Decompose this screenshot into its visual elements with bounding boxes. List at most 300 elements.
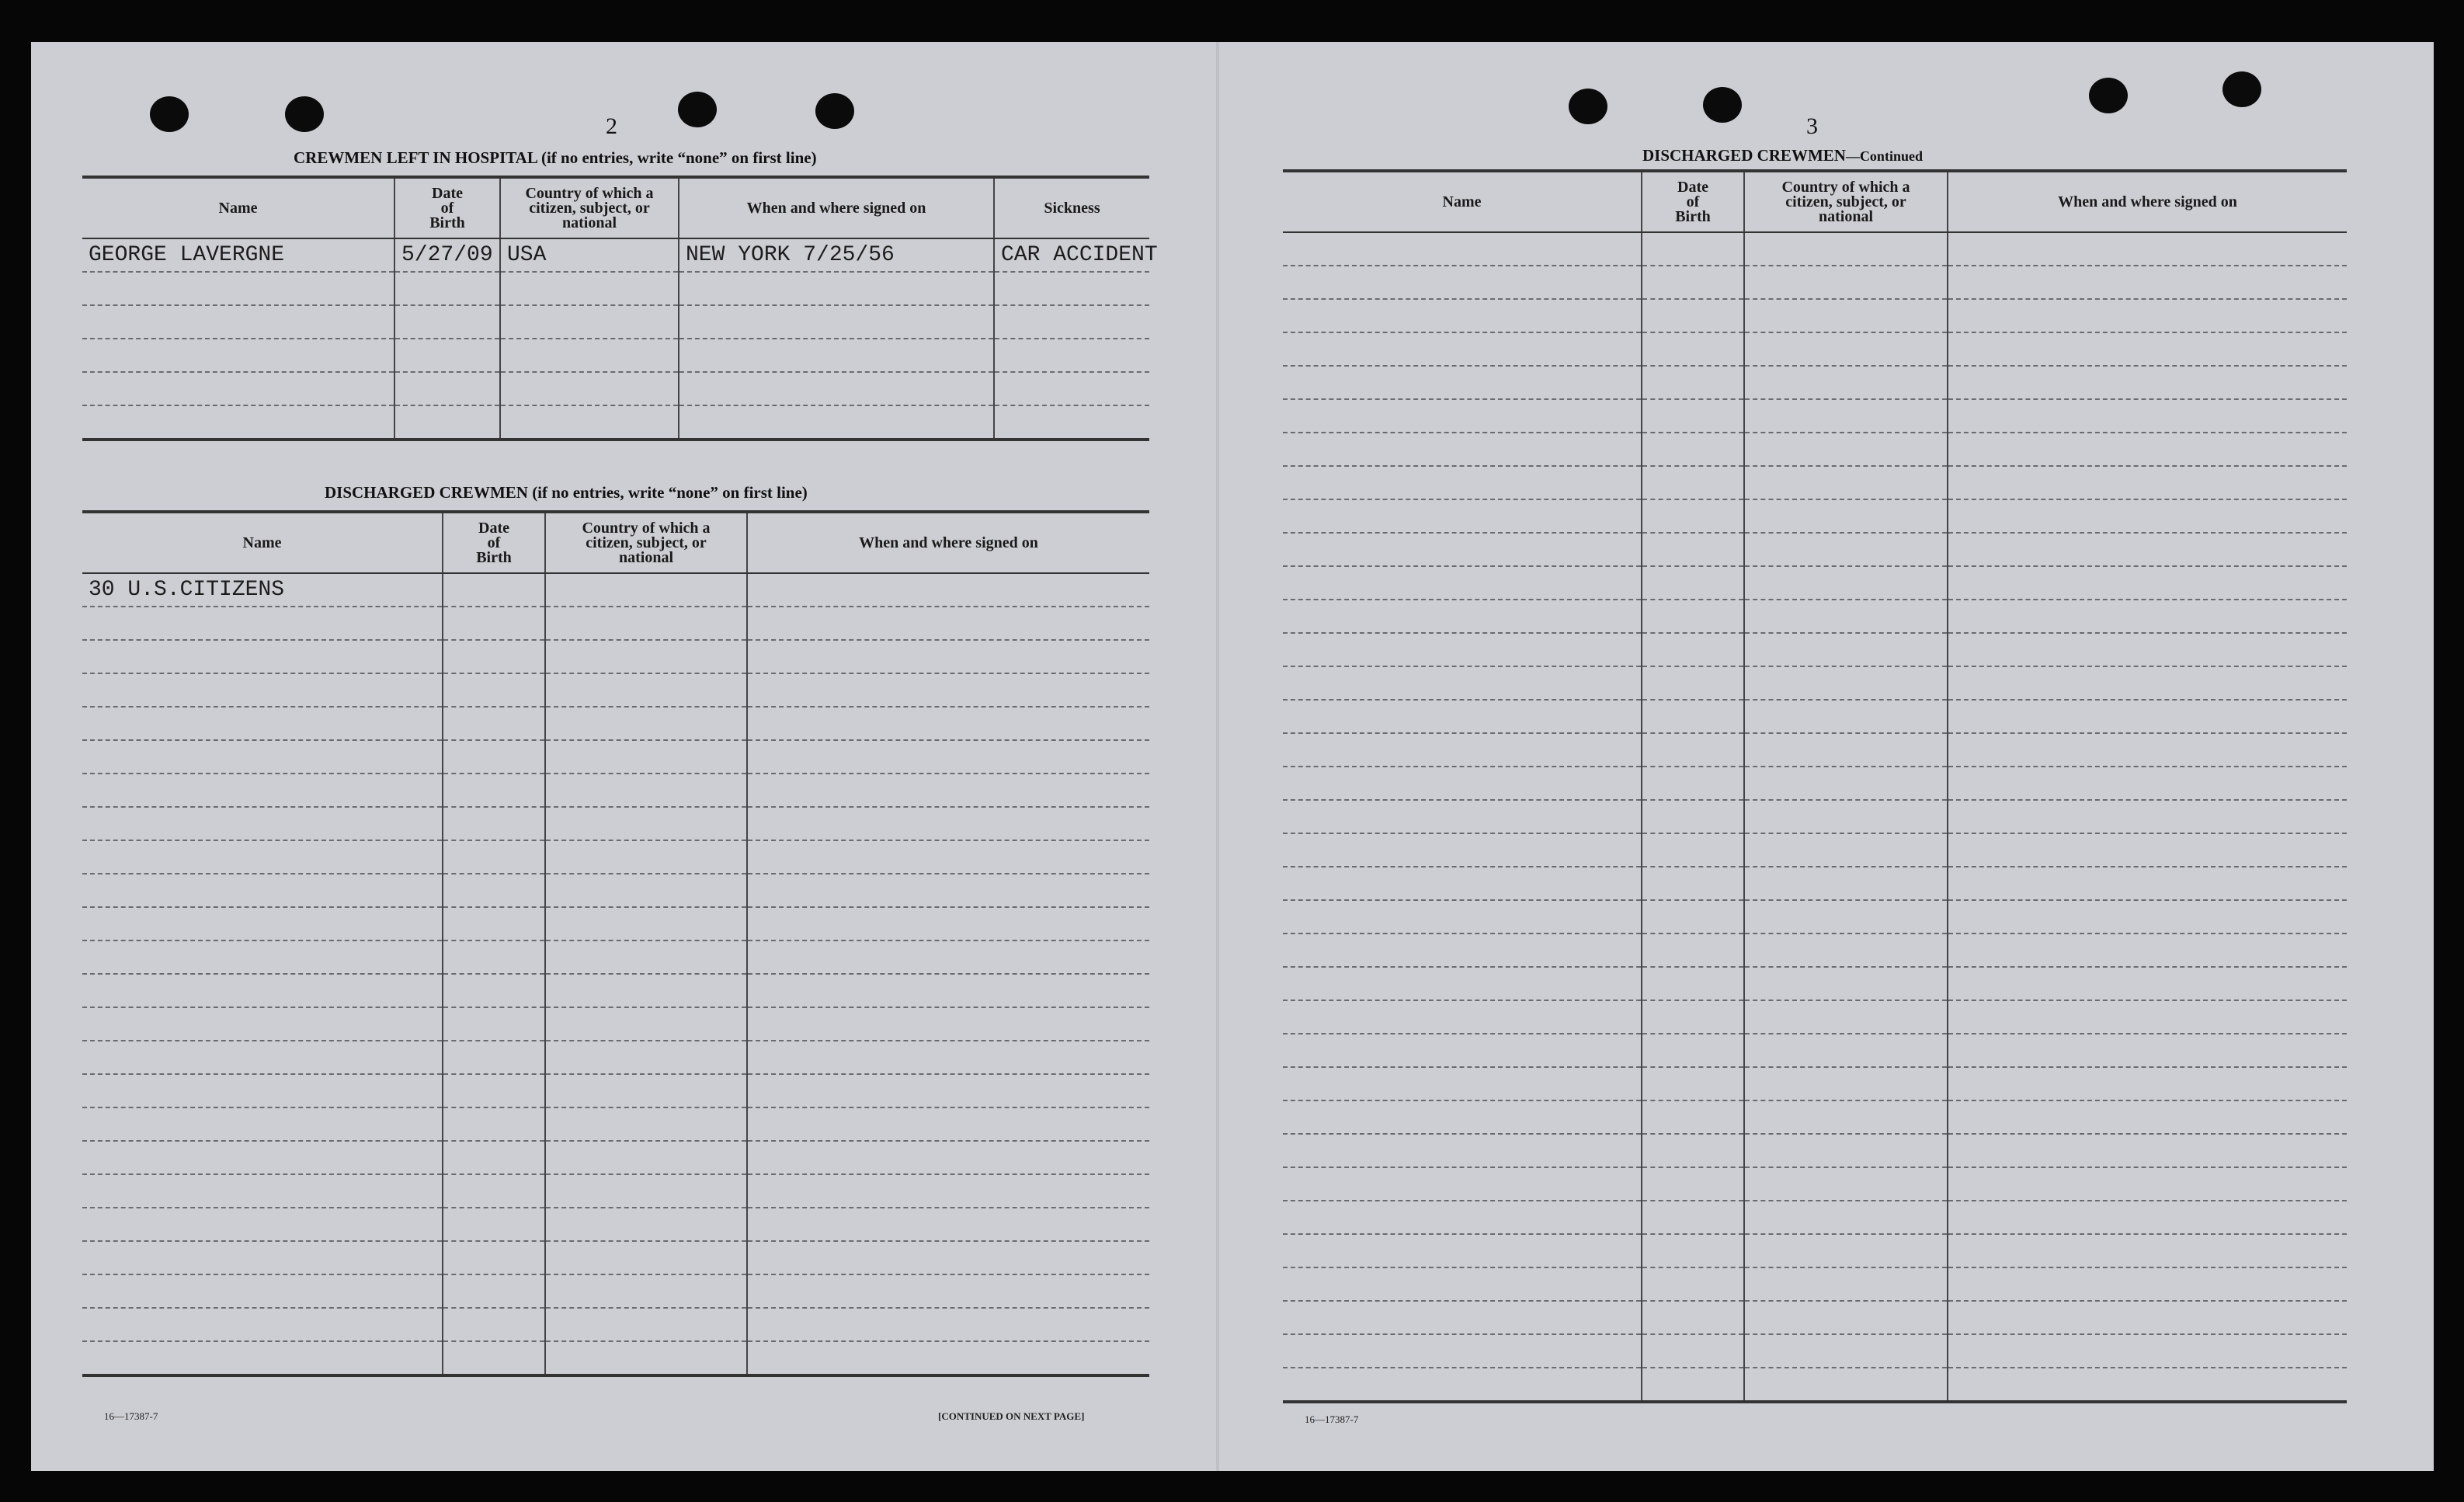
table-cell (82, 740, 443, 774)
table-row (1283, 867, 2347, 900)
table-cell (394, 339, 500, 372)
table-cell (1283, 833, 1642, 867)
page-fold (1216, 42, 1219, 1471)
table-cell (994, 339, 1149, 372)
table-row (1283, 934, 2347, 967)
table-cell (1744, 1167, 1948, 1201)
table-cell (994, 372, 1149, 405)
table-cell (1744, 800, 1948, 833)
table-cell (443, 907, 545, 940)
table-cell (1642, 1368, 1744, 1402)
table-cell (443, 673, 545, 707)
table-cell (1642, 1201, 1744, 1234)
table-row (1283, 833, 2347, 867)
punch-hole (678, 92, 717, 127)
table-cell (545, 974, 747, 1007)
table-cell (1948, 332, 2347, 366)
discharged-header-3: When and where signed on (747, 512, 1149, 573)
table-row (1283, 366, 2347, 399)
discharged-header-2: Country of which a citizen, subject, or national (545, 512, 747, 573)
table-cell (747, 1208, 1149, 1241)
form-number-right: 16—17387-7 (1305, 1413, 1359, 1425)
table-cell (1744, 466, 1948, 499)
table-cell (1744, 1134, 1948, 1167)
table-cell (545, 1341, 747, 1375)
table-cell (1283, 366, 1642, 399)
table-cell (1948, 867, 2347, 900)
table-cell (747, 1241, 1149, 1274)
table-cell (545, 1241, 747, 1274)
table-row (82, 1341, 1149, 1375)
table-cell (82, 1074, 443, 1107)
hospital-header-3: When and where signed on (679, 177, 994, 238)
table-cell (1642, 266, 1744, 299)
table-cell (747, 1074, 1149, 1107)
table-cell (1642, 232, 1744, 266)
table-cell (500, 339, 679, 372)
table-row (1283, 433, 2347, 466)
table-cell (747, 1141, 1149, 1174)
table-cell (1642, 1234, 1744, 1267)
table-row (1283, 967, 2347, 1000)
table-row (82, 607, 1149, 640)
table-cell (1948, 232, 2347, 266)
table-row (82, 874, 1149, 907)
table-cell (1283, 1000, 1642, 1034)
table-cell (82, 305, 394, 339)
table-row (1283, 232, 2347, 266)
table-cell (1283, 533, 1642, 566)
table-cell (747, 807, 1149, 840)
table-cell (1283, 1201, 1642, 1234)
table-row (1283, 1134, 2347, 1167)
table-cell (545, 840, 747, 874)
table-cell (545, 1107, 747, 1141)
table-cell (1642, 1167, 1744, 1201)
table-row (82, 272, 1149, 305)
table-cell (545, 874, 747, 907)
table-cell (747, 1341, 1149, 1375)
continued-header-row (1283, 171, 2347, 232)
hospital-header-row (82, 177, 1149, 238)
table-cell (679, 339, 994, 372)
table-cell (747, 840, 1149, 874)
table-cell (443, 1208, 545, 1241)
table-cell (1744, 1234, 1948, 1267)
table-cell (747, 607, 1149, 640)
table-cell (1744, 833, 1948, 867)
table-row (1283, 566, 2347, 600)
table-row (1283, 633, 2347, 666)
table-cell (1283, 566, 1642, 600)
table-cell (1744, 1034, 1948, 1067)
table-row (1283, 466, 2347, 499)
table-cell (82, 1274, 443, 1308)
table-cell (1642, 499, 1744, 533)
table-cell (747, 774, 1149, 807)
table-row (1283, 399, 2347, 433)
table-cell: GEORGE LAVERGNE (82, 238, 394, 272)
discharged-header-1: Date of Birth (443, 512, 545, 573)
table-cell (1744, 1301, 1948, 1334)
table-row (1283, 1100, 2347, 1134)
table-row (82, 774, 1149, 807)
table-cell: 30 U.S.CITIZENS (82, 573, 443, 607)
table-cell (443, 640, 545, 673)
table-cell (82, 1308, 443, 1341)
table-cell (82, 1141, 443, 1174)
table-cell (443, 573, 545, 607)
table-cell (443, 1274, 545, 1308)
table-cell (443, 1308, 545, 1341)
table-cell (994, 405, 1149, 440)
table-cell (1948, 499, 2347, 533)
hospital-table (82, 176, 1158, 441)
table-row (82, 1208, 1149, 1241)
table-cell: 5/27/09 (394, 238, 500, 272)
table-cell (1283, 232, 1642, 266)
table-row (82, 707, 1149, 740)
table-cell (1283, 266, 1642, 299)
table-cell (1744, 1267, 1948, 1301)
table-row (1283, 1067, 2347, 1100)
table-cell (545, 573, 747, 607)
table-cell (1283, 600, 1642, 633)
table-cell (1948, 1034, 2347, 1067)
table-cell (747, 874, 1149, 907)
table-cell (1283, 1167, 1642, 1201)
discharged-section-title (325, 483, 808, 502)
table-cell (1744, 1368, 1948, 1402)
table-row (1283, 700, 2347, 733)
table-cell (1642, 366, 1744, 399)
hospital-header-1: Date of Birth (394, 177, 500, 238)
table-cell (747, 707, 1149, 740)
table-row (82, 907, 1149, 940)
continued-label: —Continued (1845, 148, 1923, 164)
table-row (82, 1007, 1149, 1041)
table-cell (443, 707, 545, 740)
table-cell (1642, 1301, 1744, 1334)
table-cell (1642, 633, 1744, 666)
hospital-header-4: Sickness (994, 177, 1149, 238)
table-cell (545, 673, 747, 707)
table-row (82, 1174, 1149, 1208)
table-cell (443, 1241, 545, 1274)
table-cell (679, 405, 994, 440)
table-cell (1948, 733, 2347, 767)
table-cell (545, 707, 747, 740)
table-cell (1642, 533, 1744, 566)
table-cell (1642, 967, 1744, 1000)
table-cell (747, 974, 1149, 1007)
table-cell (82, 707, 443, 740)
continued-header-1: Date of Birth (1642, 171, 1744, 232)
table-row (1283, 1201, 2347, 1234)
table-cell (1283, 399, 1642, 433)
table-cell (1948, 1100, 2347, 1134)
hospital-title-text: CREWMEN LEFT IN HOSPITAL (294, 148, 537, 167)
table-cell (545, 1041, 747, 1074)
table-cell (1283, 499, 1642, 533)
table-cell (1283, 800, 1642, 833)
table-cell (1744, 934, 1948, 967)
table-cell (1744, 967, 1948, 1000)
table-cell (1744, 633, 1948, 666)
table-row (82, 573, 1149, 607)
table-cell (443, 1341, 545, 1375)
table-cell (1948, 466, 2347, 499)
punch-hole (1569, 89, 1607, 124)
table-cell (1948, 967, 2347, 1000)
table-cell (1948, 700, 2347, 733)
discharged-title-note: (if no entries, write “none” on first line) (532, 483, 808, 502)
table-cell (82, 840, 443, 874)
table-cell (82, 1241, 443, 1274)
table-cell (1283, 767, 1642, 800)
table-cell (394, 372, 500, 405)
table-cell (82, 1341, 443, 1375)
table-cell (545, 1174, 747, 1208)
punch-hole (2089, 78, 2128, 113)
table-cell (1948, 433, 2347, 466)
continued-header-3: When and where signed on (1948, 171, 2347, 232)
table-cell (82, 607, 443, 640)
table-cell (1744, 666, 1948, 700)
table-row (1283, 666, 2347, 700)
table-cell (82, 774, 443, 807)
table-row (1283, 1301, 2347, 1334)
table-cell (1744, 1000, 1948, 1034)
table-cell (443, 1074, 545, 1107)
table-row (1283, 1000, 2347, 1034)
table-cell (82, 1208, 443, 1241)
table-row (82, 1241, 1149, 1274)
table-cell (1744, 499, 1948, 533)
table-row (82, 1141, 1149, 1174)
table-cell (82, 1007, 443, 1041)
hospital-title-note: (if no entries, write “none” on first line) (540, 148, 817, 167)
table-cell (1948, 633, 2347, 666)
table-cell (545, 1141, 747, 1174)
table-cell (545, 640, 747, 673)
table-cell (1744, 1067, 1948, 1100)
table-cell (1642, 332, 1744, 366)
discharged-continued-title (1642, 146, 1923, 165)
table-cell (1642, 767, 1744, 800)
discharged-continued-table (1283, 169, 2347, 1403)
table-row (82, 940, 1149, 974)
table-cell (1948, 1167, 2347, 1201)
table-cell (1948, 1067, 2347, 1100)
table-cell (1642, 1000, 1744, 1034)
punch-hole (2222, 71, 2261, 107)
table-cell (1642, 299, 1744, 332)
table-cell (1642, 867, 1744, 900)
table-cell (1948, 800, 2347, 833)
table-cell (1283, 1368, 1642, 1402)
table-row (82, 339, 1149, 372)
table-row (82, 1107, 1149, 1141)
table-cell (1283, 1334, 1642, 1368)
table-cell (1744, 399, 1948, 433)
table-cell (1948, 566, 2347, 600)
table-cell (1744, 266, 1948, 299)
table-cell (1283, 332, 1642, 366)
table-cell (443, 1141, 545, 1174)
table-cell (1642, 1100, 1744, 1134)
table-cell (1642, 1267, 1744, 1301)
table-row (1283, 1334, 2347, 1368)
table-cell (1744, 1334, 1948, 1368)
table-cell (1283, 1034, 1642, 1067)
page-number-right: 3 (1806, 113, 1818, 139)
table-cell (679, 272, 994, 305)
table-cell (1283, 967, 1642, 1000)
table-row (1283, 1368, 2347, 1402)
table-cell (82, 874, 443, 907)
table-cell (747, 1107, 1149, 1141)
table-cell (545, 807, 747, 840)
table-cell (1642, 399, 1744, 433)
table-cell (747, 1007, 1149, 1041)
table-cell (500, 272, 679, 305)
table-cell (1744, 332, 1948, 366)
table-cell (1283, 1100, 1642, 1134)
table-row (82, 1274, 1149, 1308)
table-cell (1642, 1134, 1744, 1167)
table-cell (500, 372, 679, 405)
table-cell (82, 272, 394, 305)
table-cell (1744, 433, 1948, 466)
table-row (82, 1041, 1149, 1074)
table-cell (1642, 800, 1744, 833)
table-cell (82, 974, 443, 1007)
table-cell (1642, 1334, 1744, 1368)
table-cell (443, 774, 545, 807)
table-cell (1744, 299, 1948, 332)
table-cell (1744, 867, 1948, 900)
table-cell (545, 940, 747, 974)
table-cell (1948, 1301, 2347, 1334)
table-cell (1744, 600, 1948, 633)
table-cell (545, 774, 747, 807)
table-row (82, 640, 1149, 673)
table-cell (1642, 934, 1744, 967)
table-row (1283, 266, 2347, 299)
table-cell (1948, 399, 2347, 433)
table-cell (394, 272, 500, 305)
table-cell (443, 1174, 545, 1208)
table-cell (1948, 1134, 2347, 1167)
table-cell (443, 1041, 545, 1074)
table-row (1283, 900, 2347, 934)
table-cell (1948, 533, 2347, 566)
table-cell (1642, 733, 1744, 767)
table-cell (82, 807, 443, 840)
table-row (1283, 733, 2347, 767)
table-cell (1642, 1034, 1744, 1067)
table-row (82, 305, 1149, 339)
table-row (1283, 332, 2347, 366)
table-cell (1948, 1368, 2347, 1402)
table-cell (747, 907, 1149, 940)
continued-on-next-page: [CONTINUED ON NEXT PAGE] (938, 1410, 1085, 1422)
table-cell (1948, 1000, 2347, 1034)
table-cell (1283, 700, 1642, 733)
table-row (1283, 800, 2347, 833)
table-row (82, 974, 1149, 1007)
table-cell (82, 940, 443, 974)
table-cell (747, 573, 1149, 607)
table-cell (1642, 900, 1744, 934)
table-cell (545, 907, 747, 940)
table-cell (1744, 1201, 1948, 1234)
table-cell (1283, 666, 1642, 700)
table-cell (443, 974, 545, 1007)
table-row (1283, 767, 2347, 800)
table-cell (82, 907, 443, 940)
table-cell (1948, 600, 2347, 633)
table-cell (1744, 733, 1948, 767)
table-cell (443, 940, 545, 974)
table-cell (443, 607, 545, 640)
table-cell (545, 740, 747, 774)
table-cell (545, 1208, 747, 1241)
punch-hole (815, 93, 854, 129)
table-cell (1948, 1267, 2347, 1301)
table-cell (747, 1308, 1149, 1341)
table-row (82, 807, 1149, 840)
table-cell: NEW YORK 7/25/56 (679, 238, 994, 272)
table-cell (747, 640, 1149, 673)
discharged-header-row (82, 512, 1149, 573)
table-cell (1283, 1234, 1642, 1267)
table-cell (1642, 666, 1744, 700)
table-cell (994, 272, 1149, 305)
table-row (1283, 1034, 2347, 1067)
table-cell (747, 1174, 1149, 1208)
table-cell (747, 1274, 1149, 1308)
table-cell (1642, 700, 1744, 733)
table-cell (1283, 1267, 1642, 1301)
table-cell (1283, 1134, 1642, 1167)
table-cell (1642, 833, 1744, 867)
table-cell (747, 940, 1149, 974)
table-cell (82, 339, 394, 372)
form-number-left: 16—17387-7 (104, 1410, 158, 1422)
table-row (1283, 533, 2347, 566)
table-cell (443, 1007, 545, 1041)
table-cell (443, 807, 545, 840)
table-cell (545, 607, 747, 640)
table-cell (1642, 466, 1744, 499)
hospital-header-2: Country of which a citizen, subject, or national (500, 177, 679, 238)
table-cell (1948, 833, 2347, 867)
table-cell (1283, 299, 1642, 332)
table-cell (545, 1308, 747, 1341)
table-cell (1283, 900, 1642, 934)
hospital-header-0: Name (82, 177, 394, 238)
table-row (1283, 1234, 2347, 1267)
table-row (82, 1074, 1149, 1107)
table-cell (82, 1107, 443, 1141)
table-cell (1642, 433, 1744, 466)
table-row (1283, 600, 2347, 633)
table-cell (82, 1041, 443, 1074)
continued-header-2: Country of which a citizen, subject, or national (1744, 171, 1948, 232)
table-cell (1948, 266, 2347, 299)
